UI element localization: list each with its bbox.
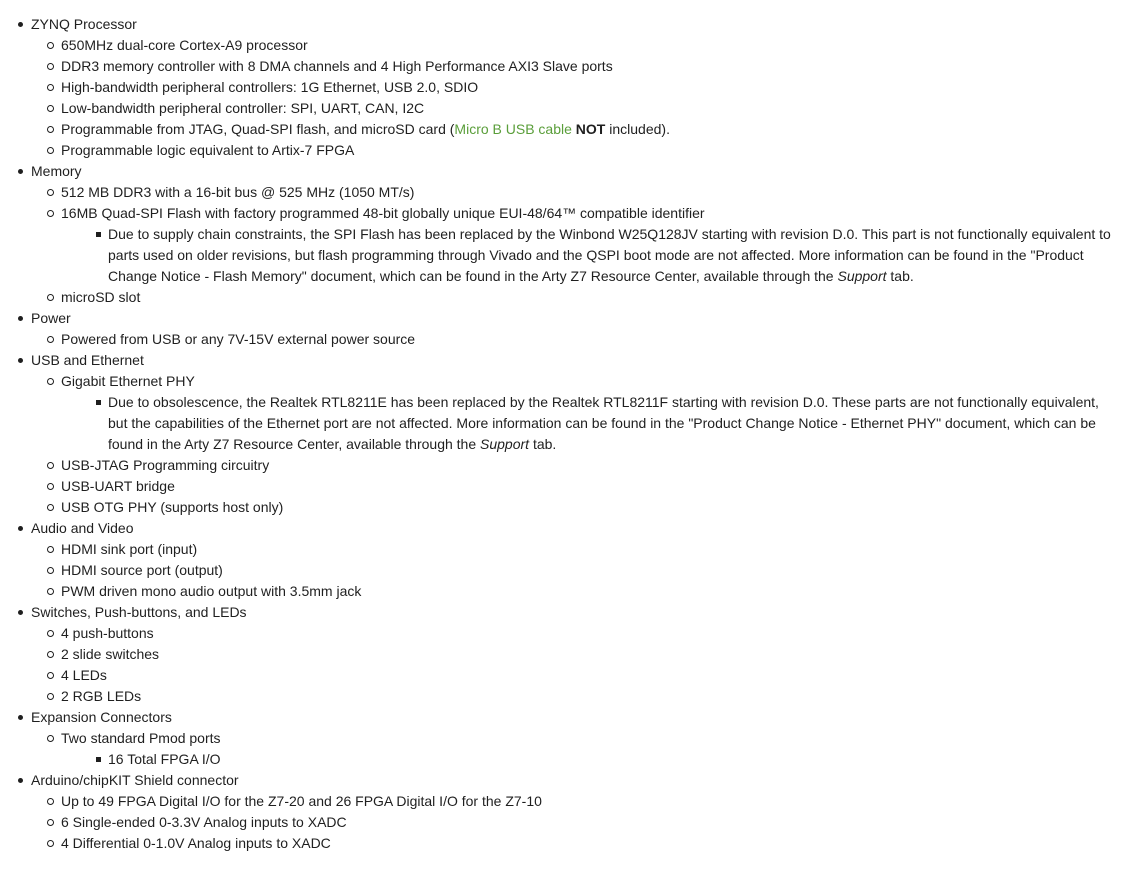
sublist <box>31 623 1125 707</box>
section-title: Switches, Push-buttons, and LEDs <box>31 604 247 620</box>
note-item: Due to obsolescence, the Realtek RTL8211E has been replaced by the Realtek RTL8211F starting with revision D.0. These parts are not functionally equivalent, but the capabilities of the Ethernet port are not affected. More information can be found in the "Product Change Notice - Ethernet PHY" document, which can be found in the Arty Z7 Resource Center, available through the Support tab. <box>61 392 1125 455</box>
list-item: USB-UART bridge <box>31 476 1125 497</box>
bullet-square <box>96 757 101 762</box>
bullet-disc <box>18 610 23 615</box>
list-item: USB-JTAG Programming circuitry <box>31 455 1125 476</box>
list-item: Powered from USB or any 7V-15V external power source <box>31 329 1125 350</box>
list-item: 4 push-buttons <box>31 623 1125 644</box>
bullet-circle <box>47 147 54 154</box>
list-item: Programmable from JTAG, Quad-SPI flash, and microSD card (Micro B USB cable NOT included). <box>31 119 1125 140</box>
bullet-circle <box>47 672 54 679</box>
bullet-circle <box>47 567 54 574</box>
micro-b-usb-cable-link[interactable]: Micro B USB cable <box>454 121 572 137</box>
section-memory <box>18 161 1125 308</box>
list-item: 4 Differential 0-1.0V Analog inputs to XADC <box>31 833 1125 854</box>
list-item: USB OTG PHY (supports host only) <box>31 497 1125 518</box>
bullet-circle <box>47 378 54 385</box>
section-shield-connector <box>18 770 1125 854</box>
bullet-circle <box>47 840 54 847</box>
bullet-circle <box>47 105 54 112</box>
list-item: PWM driven mono audio output with 3.5mm jack <box>31 581 1125 602</box>
bullet-circle <box>47 504 54 511</box>
list-item: 4 LEDs <box>31 665 1125 686</box>
note-item: Due to supply chain constraints, the SPI Flash has been replaced by the Winbond W25Q128JV starting with revision D.0. This part is not functionally equivalent to parts used on older revisions, but flash programming through Vivado and the QSPI boot mode are not affected. More information can be found in the "Product Change Notice - Flash Memory" document, which can be found in the Arty Z7 Resource Center, available through the Support tab. <box>61 224 1125 287</box>
section-title: USB and Ethernet <box>31 352 144 368</box>
section-title: Memory <box>31 163 82 179</box>
sublist <box>31 329 1125 350</box>
sublist <box>31 371 1125 518</box>
sublist <box>31 791 1125 854</box>
sublist <box>31 539 1125 602</box>
bullet-circle <box>47 651 54 658</box>
bullet-circle <box>47 42 54 49</box>
bullet-circle <box>47 462 54 469</box>
list-item: High-bandwidth peripheral controllers: 1G Ethernet, USB 2.0, SDIO <box>31 77 1125 98</box>
bullet-disc <box>18 526 23 531</box>
bullet-disc <box>18 778 23 783</box>
bullet-disc <box>18 316 23 321</box>
section-audio-video <box>18 518 1125 602</box>
not-emphasis: NOT <box>571 121 606 137</box>
support-tab-ref: Support <box>480 436 530 452</box>
list-item: Gigabit Ethernet PHY Due to obsolescence, the Realtek RTL8211E has been replaced by the Realtek RTL8211F starting with revision D.0. These parts are not functionally equivalent, but the capabilities of the Ethernet port are not affected. More information can be found in the "Product Change Notice - Ethernet PHY" document, which can be found in the Arty Z7 Resource Center, available through the Support tab. <box>31 371 1125 455</box>
list-item: 650MHz dual-core Cortex-A9 processor <box>31 35 1125 56</box>
bullet-circle <box>47 189 54 196</box>
note-list <box>61 749 1125 770</box>
bullet-circle <box>47 63 54 70</box>
bullet-circle <box>47 126 54 133</box>
list-item: 6 Single-ended 0-3.3V Analog inputs to XADC <box>31 812 1125 833</box>
list-item: Two standard Pmod ports 16 Total FPGA I/O <box>31 728 1125 770</box>
sublist <box>31 35 1125 161</box>
bullet-circle <box>47 588 54 595</box>
section-title: Expansion Connectors <box>31 709 172 725</box>
bullet-square <box>96 232 101 237</box>
bullet-circle <box>47 735 54 742</box>
list-item: HDMI source port (output) <box>31 560 1125 581</box>
bullet-circle <box>47 483 54 490</box>
list-item: Up to 49 FPGA Digital I/O for the Z7-20 and 26 FPGA Digital I/O for the Z7-10 <box>31 791 1125 812</box>
list-item: Programmable logic equivalent to Artix-7 FPGA <box>31 140 1125 161</box>
list-item: DDR3 memory controller with 8 DMA channels and 4 High Performance AXI3 Slave ports <box>31 56 1125 77</box>
sublist <box>31 182 1125 308</box>
bullet-disc <box>18 22 23 27</box>
list-item: Low-bandwidth peripheral controller: SPI, UART, CAN, I2C <box>31 98 1125 119</box>
bullet-circle <box>47 693 54 700</box>
section-zynq <box>18 14 1125 161</box>
list-item: HDMI sink port (input) <box>31 539 1125 560</box>
note-list <box>61 392 1125 455</box>
bullet-circle <box>47 546 54 553</box>
support-tab-ref: Support <box>837 268 887 284</box>
list-item: 2 RGB LEDs <box>31 686 1125 707</box>
bullet-circle <box>47 630 54 637</box>
section-title: Power <box>31 310 71 326</box>
note-list <box>61 224 1125 287</box>
bullet-disc <box>18 715 23 720</box>
section-power <box>18 308 1125 350</box>
note-item: 16 Total FPGA I/O <box>61 749 1125 770</box>
bullet-circle <box>47 294 54 301</box>
bullet-circle <box>47 798 54 805</box>
section-title: Audio and Video <box>31 520 134 536</box>
bullet-circle <box>47 210 54 217</box>
feature-list <box>18 14 1125 854</box>
section-title: Arduino/chipKIT Shield connector <box>31 772 239 788</box>
list-item: 2 slide switches <box>31 644 1125 665</box>
bullet-square <box>96 400 101 405</box>
section-switches-buttons-leds <box>18 602 1125 707</box>
section-expansion-connectors <box>18 707 1125 770</box>
sublist <box>31 728 1125 770</box>
bullet-disc <box>18 358 23 363</box>
section-usb-ethernet <box>18 350 1125 518</box>
list-item: microSD slot <box>31 287 1125 308</box>
bullet-circle <box>47 84 54 91</box>
bullet-disc <box>18 169 23 174</box>
bullet-circle <box>47 336 54 343</box>
bullet-circle <box>47 819 54 826</box>
list-item: 512 MB DDR3 with a 16-bit bus @ 525 MHz (1050 MT/s) <box>31 182 1125 203</box>
section-title: ZYNQ Processor <box>31 16 137 32</box>
list-item: 16MB Quad-SPI Flash with factory programmed 48-bit globally unique EUI-48/64™ compatible identifier Due to supply chain constraints, the SPI Flash has been replaced by the Winbond W25Q128JV starting with revision D.0. This part is not functionally equivalent to parts used on older revisions, but flash programming through Vivado and the QSPI boot mode are not affected. More information can be found in the "Product Change Notice - Flash Memory" document, which can be found in the Arty Z7 Resource Center, available through the Support tab. <box>31 203 1125 287</box>
